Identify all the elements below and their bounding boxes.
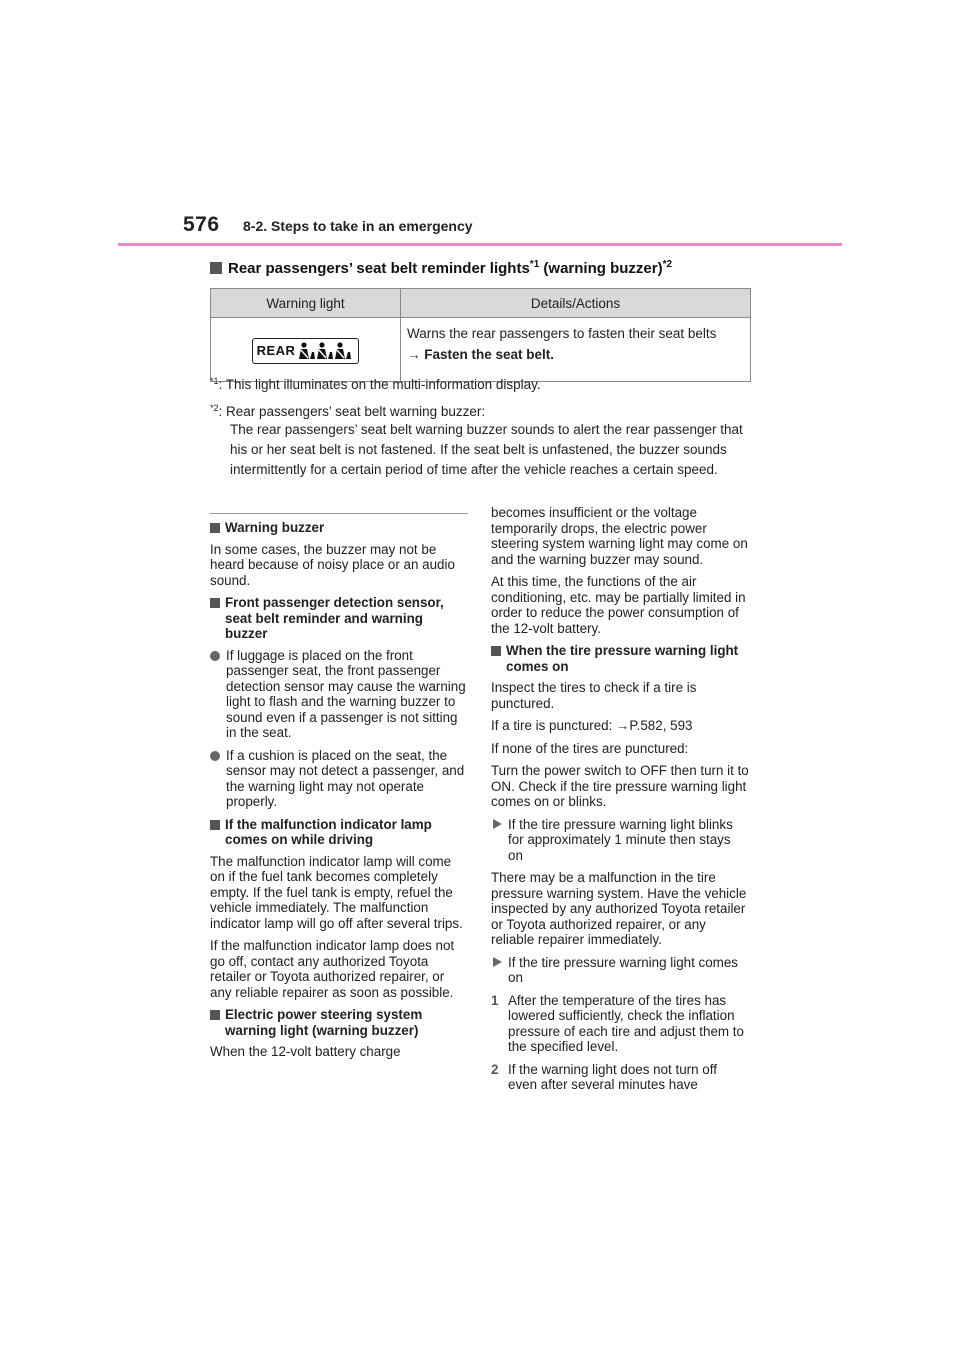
paragraph: If none of the tires are punctured: (491, 740, 689, 756)
paragraph: In some cases, the buzzer may not be heard because of noisy place or an audio sound. (210, 541, 455, 588)
heading-malfunction-indicator: If the malfunction indicator lamp comes on while driving (210, 817, 468, 848)
paragraph: There may be a malfunction in the tire pressure warning system. Have the vehicle inspected by any authorized Toyota retailer or Toyota authorized repairer, or any reliable repairer immediately. (491, 870, 747, 947)
triangle-bullet-icon (493, 819, 502, 829)
heading-front-passenger-sensor: Front passenger detection sensor, seat belt reminder and warning buzzer (210, 595, 468, 642)
paragraph: If a tire is punctured: →P.582, 593 (491, 718, 693, 733)
warning-light-table (210, 288, 751, 382)
footnote-2-body: The rear passengers’ seat belt warning buzzer sounds to alert the rear passenger that his or her seat belt is not fastened. If the seat belt is unfastened, the buzzer sounds intermittently for a certain period of time after the vehicle reaches a certain speed. (230, 422, 743, 477)
paragraph: When the 12-volt battery charge (210, 1044, 401, 1059)
paragraph: If the malfunction indicator lamp does not go off, contact any authorized Toyota retailer or Toyota authorized repairer, or any reliable repairer as soon as possible. (210, 938, 455, 1000)
square-bullet-icon (210, 598, 220, 608)
list-item: If a cushion is placed on the seat, the sensor may not detect a passenger, and the warning light may not operate properly. (210, 748, 468, 810)
list-item: If the tire pressure warning light comes on (491, 955, 749, 986)
paragraph: becomes insufficient or the voltage temporarily drops, the electric power steering system warning light may come on and the warning buzzer may sound. (491, 505, 748, 567)
paragraph: Turn the power switch to OFF then turn it to ON. Check if the tire pressure warning light comes on or blinks. (491, 763, 749, 809)
list-item: If luggage is placed on the front passenger seat, the front passenger detection sensor may cause the warning light to flash and the warning buzzer to sound even if a passenger is not sitting in the seat. (210, 648, 468, 741)
section-heading: Rear passengers’ seat belt reminder lights$^{*1}$ (warning buzzer)$^{*2}$ (210, 260, 672, 277)
heading-tire-pressure-warning: When the tire pressure warning light comes on (491, 643, 749, 674)
details-cell (401, 318, 751, 382)
heading-warning-buzzer: Warning buzzer (210, 520, 468, 536)
heading-electric-power-steering: Electric power steering system warning light (warning buzzer) (210, 1007, 468, 1038)
action-text: Fasten the seat belt. (424, 347, 555, 362)
step-item: 1 After the temperature of the tires has lowered sufficiently, check the inflation pressure of each tire and adjust them to the specified level. (491, 992, 744, 1054)
step-number: 1 (491, 992, 499, 1008)
seat-belt-passengers-icon (298, 342, 354, 360)
column-header-details: Details/Actions (401, 289, 751, 318)
step-item: 2 If the warning light does not turn off even after several minutes have (491, 1061, 717, 1092)
square-bullet-icon (210, 820, 220, 830)
footnote-2: $^{*2}$: Rear passengers’ seat belt warning buzzer: (210, 403, 486, 419)
circle-bullet-icon (210, 651, 220, 661)
paragraph: At this time, the functions of the air conditioning, etc. may be partially limited in order to reduce the power consumption of the 12-volt battery. (491, 574, 746, 636)
right-column (491, 505, 749, 1100)
column-header-warning-light: Warning light (211, 289, 401, 318)
square-bullet-icon (491, 646, 501, 656)
square-bullet-icon (210, 523, 220, 533)
square-bullet-icon (210, 262, 222, 274)
list-item: If the tire pressure warning light blinks for approximately 1 minute then stays on (491, 817, 749, 864)
table-header-row (211, 289, 751, 318)
page-number: 576 (183, 213, 220, 236)
paragraph: Inspect the tires to check if a tire is punctured. (491, 680, 697, 711)
rear-seat-belt-reminder-icon: REAR (252, 338, 360, 364)
action-line (407, 344, 744, 365)
detail-text: Warns the rear passengers to fasten their seat belts (407, 326, 717, 341)
table-row (211, 318, 751, 382)
left-column (210, 520, 468, 1067)
circle-bullet-icon (210, 751, 220, 761)
column-divider (210, 513, 468, 514)
chapter-title: 8-2. Steps to take in an emergency (243, 218, 473, 234)
right-arrow-icon: → (407, 347, 421, 362)
square-bullet-icon (210, 1010, 220, 1020)
warning-light-cell (211, 318, 401, 382)
triangle-bullet-icon (493, 957, 502, 967)
step-number: 2 (491, 1061, 499, 1077)
paragraph: The malfunction indicator lamp will come on if the fuel tank becomes completely empty. If the fuel tank is empty, refuel the vehicle immediately. The malfunction indicator lamp will go off after several trips. (210, 853, 463, 931)
footnote-1: $^{*1}$: This light illuminates on the multi-information display. (210, 376, 541, 392)
header-divider (118, 243, 842, 246)
